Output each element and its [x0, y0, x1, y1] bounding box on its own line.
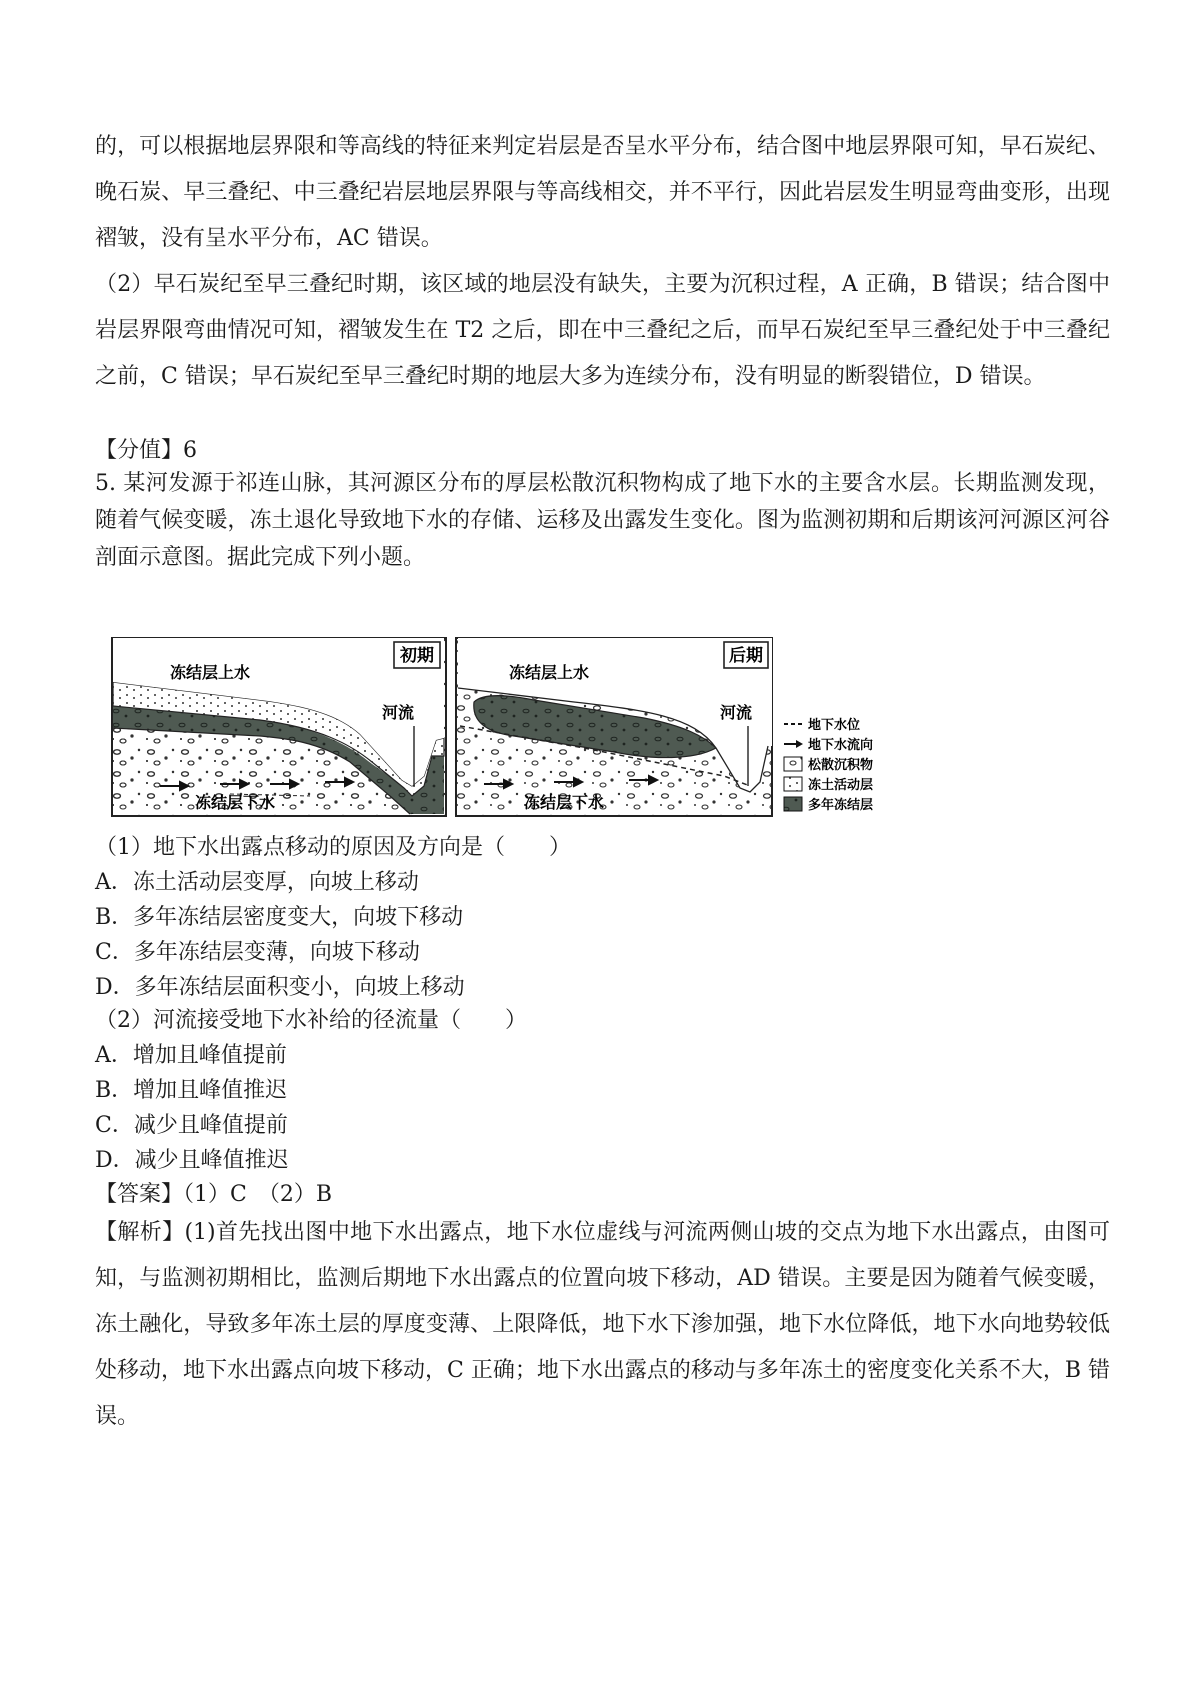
score-value: 6: [183, 438, 198, 463]
subquestion-2-option-d: D．减少且峰值推迟: [95, 1148, 289, 1173]
subquestion-1: （1）地下水出露点移动的原因及方向是（ ）: [95, 835, 571, 860]
panel-initial-label-below-permafrost: 冻结层下水: [195, 793, 276, 812]
figure-legend: [784, 717, 873, 813]
answer-label: 【答案】: [95, 1182, 184, 1207]
analysis-label: 【解析】: [95, 1220, 185, 1245]
panel-later-label-above-permafrost: 冻结层上水: [509, 663, 590, 682]
subquestion-2-option-a: A．增加且峰值提前: [95, 1043, 287, 1068]
legend-flow-direction: 地下水流向: [808, 738, 874, 753]
panel-later-tag: 后期: [729, 646, 763, 666]
legend-active-layer: 冻土活动层: [808, 778, 874, 793]
intro-paragraph-2: （2）早石炭纪至早三叠纪时期，该区域的地层没有缺失，主要为沉积过程，A 正确，B 错误；结合图中岩层界限弯曲情况可知，褶皱发生在 T2 之后，即在中三叠纪之后，而早石炭纪至早三叠纪处于中三叠纪之前，C 错误；早石炭纪至早三叠纪时期的地层大多为连续分布，没有明显的断裂错位，D 错误。: [95, 272, 1110, 389]
panel-initial-label-river: 河流: [381, 703, 415, 722]
score-line: [95, 436, 197, 466]
panel-initial-tag: 初期: [400, 646, 434, 666]
answer-line: [95, 1180, 332, 1210]
legend-permafrost: 多年冻结层: [808, 798, 874, 813]
subquestion-2: （2）河流接受地下水补给的径流量（ ）: [95, 1008, 527, 1033]
intro-paragraph-1: 的，可以根据地层界限和等高线的特征来判定岩层是否呈水平分布，结合图中地层界限可知，早石炭纪、晚石炭、早三叠纪、中三叠纪岩层地层界限与等高线相交，并不平行，因此岩层发生明显弯曲变形，出现褶皱，没有呈水平分布，AC 错误。: [95, 134, 1110, 251]
subquestion-1-option-d: D．多年冻结层面积变小，向坡上移动: [95, 975, 465, 1000]
subquestion-2-option-c: C．减少且峰值提前: [95, 1113, 288, 1138]
panel-later: [456, 638, 772, 816]
score-label: 【分值】: [95, 438, 184, 463]
panel-later-label-river: 河流: [719, 703, 753, 722]
legend-sediment: 松散沉积物: [808, 758, 874, 773]
valley-profile-figure: [110, 636, 890, 822]
subquestion-1-option-c: C．多年冻结层变薄，向坡下移动: [95, 940, 420, 965]
question-stem: 5. 某河发源于祁连山脉，其河源区分布的厚层松散沉积物构成了地下水的主要含水层。长期监测发现，随着气候变暖，冻土退化导致地下水的存储、运移及出露发生变化。图为监测初期和后期该河河源区河谷剖面示意图。据此完成下列小题。: [95, 471, 1110, 570]
answer-text: （1）C （2）B: [183, 1182, 333, 1207]
subquestion-2-option-b: B．增加且峰值推迟: [95, 1078, 288, 1103]
panel-initial: [112, 638, 446, 816]
analysis-paragraph: [95, 1210, 1110, 1440]
panel-later-label-below-permafrost: 冻结层下水: [524, 793, 605, 812]
subquestion-1-option-a: A．冻土活动层变厚，向坡上移动: [95, 870, 419, 895]
analysis-text: (1)首先找出图中地下水出露点，地下水位虚线与河流两侧山坡的交点为地下水出露点，由图可知，与监测初期相比，监测后期地下水出露点的位置向坡下移动，AD 错误。主要是因为随着气候变暖，冻土融化，导致多年冻土层的厚度变薄、上限降低，地下水下渗加强，地下水位降低，地下水向地势较低处移动，地下水出露点向坡下移动，C 正确；地下水出露点的移动与多年冻土的密度变化关系不大，B 错误。: [95, 1220, 1110, 1429]
panel-initial-label-above-permafrost: 冻结层上水: [170, 663, 251, 682]
legend-water-table: 地下水位: [808, 718, 861, 733]
subquestion-1-option-b: B．多年冻结层密度变大，向坡下移动: [95, 905, 464, 930]
